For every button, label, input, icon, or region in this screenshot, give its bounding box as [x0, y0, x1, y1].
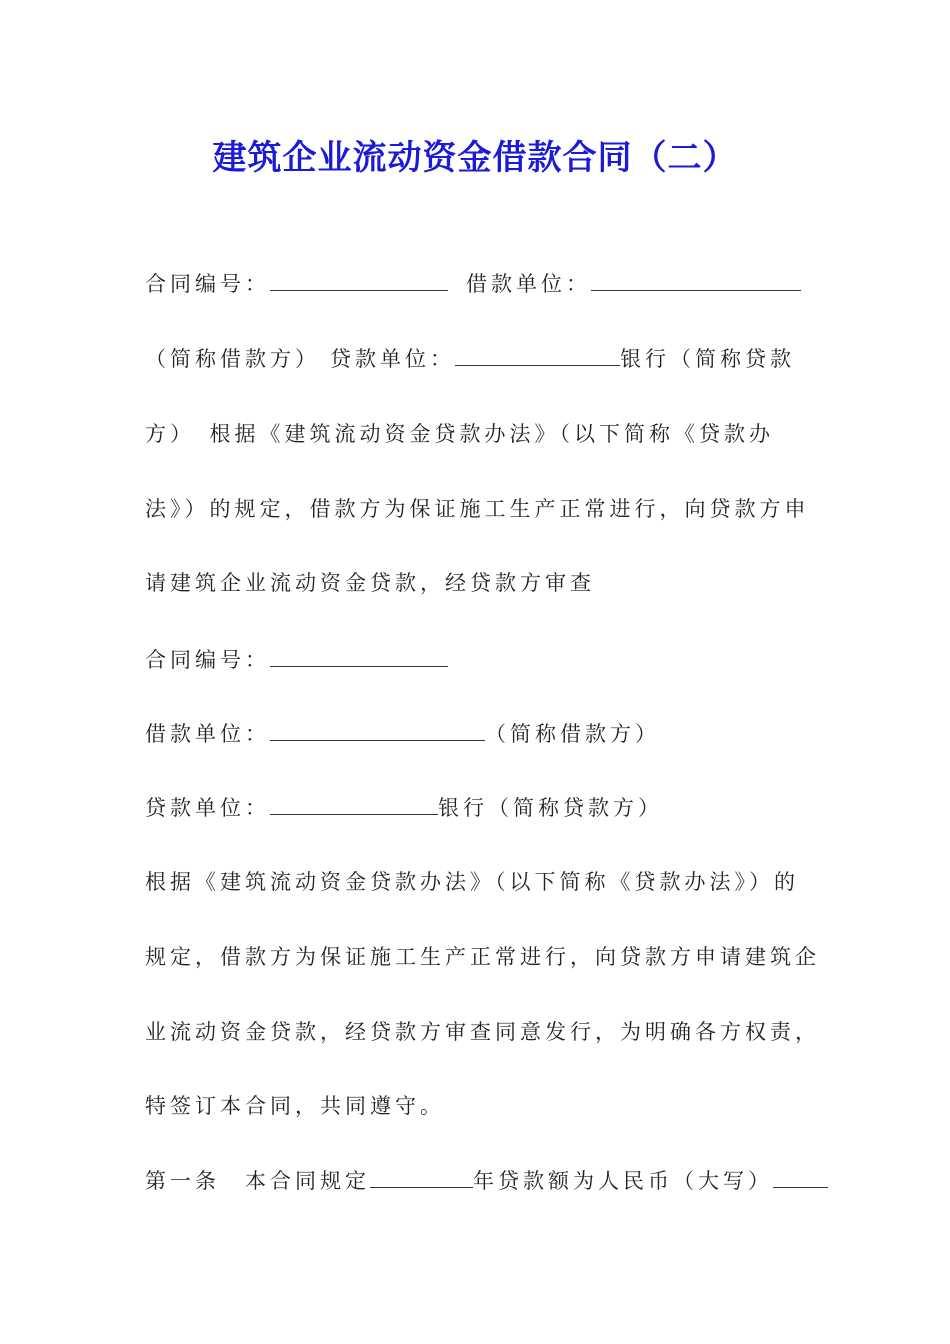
article-1-start: 第一条 本合同规定 — [145, 1169, 370, 1193]
year-blank[interactable] — [370, 1167, 473, 1188]
contract-no-label: 合同编号： — [145, 272, 270, 296]
body-line-3: 业流动资金贷款，经贷款方审查同意发行，为明确各方权责， — [145, 1020, 820, 1044]
intro-line-4: 法》）的规定，借款方为保证施工生产正常进行，向贷款方申 — [145, 497, 810, 521]
amount-blank[interactable] — [773, 1167, 828, 1188]
document-title: 建筑企业流动资金借款合同（二） — [212, 138, 738, 178]
lender-label: 贷款单位： — [145, 796, 270, 820]
intro-line-5: 请建筑企业流动资金贷款，经贷款方审查 — [145, 571, 595, 595]
body-line-2: 规定，借款方为保证施工生产正常进行，向贷款方申请建筑企 — [145, 945, 820, 969]
lender-label: 贷款单位： — [330, 347, 455, 371]
article-1-line — [145, 1166, 810, 1196]
field-lender — [145, 793, 810, 823]
field-borrower — [145, 719, 810, 749]
contract-no-blank[interactable] — [270, 646, 448, 667]
borrower-blank[interactable] — [591, 270, 801, 291]
lender-blank[interactable] — [270, 794, 438, 815]
body-line-4: 特签订本合同，共同遵守。 — [145, 1094, 445, 1118]
article-1-mid: 年贷款额为人民币（大写） — [473, 1169, 773, 1193]
borrower-abbr: （简称借款方） — [485, 722, 660, 746]
contract-no-blank[interactable] — [270, 270, 448, 291]
lender-abbr-start: 银行（简称贷款 — [620, 347, 795, 371]
intro-line-1 — [145, 269, 810, 299]
intro-line-3: 方） 根据《建筑流动资金贷款办法》（以下简称《贷款办 — [145, 422, 774, 446]
contract-no-label: 合同编号： — [145, 648, 270, 672]
lender-blank[interactable] — [455, 345, 620, 366]
borrower-label: 借款单位： — [466, 272, 591, 296]
borrower-label: 借款单位： — [145, 722, 270, 746]
lender-abbr: 银行（简称贷款方） — [438, 796, 663, 820]
body-line-1: 根据《建筑流动资金贷款办法》（以下简称《贷款办法》）的 — [145, 870, 799, 894]
borrower-abbr: （简称借款方） — [145, 347, 320, 371]
intro-line-2 — [145, 344, 810, 374]
field-contract-no — [145, 645, 810, 675]
borrower-blank[interactable] — [270, 720, 485, 741]
